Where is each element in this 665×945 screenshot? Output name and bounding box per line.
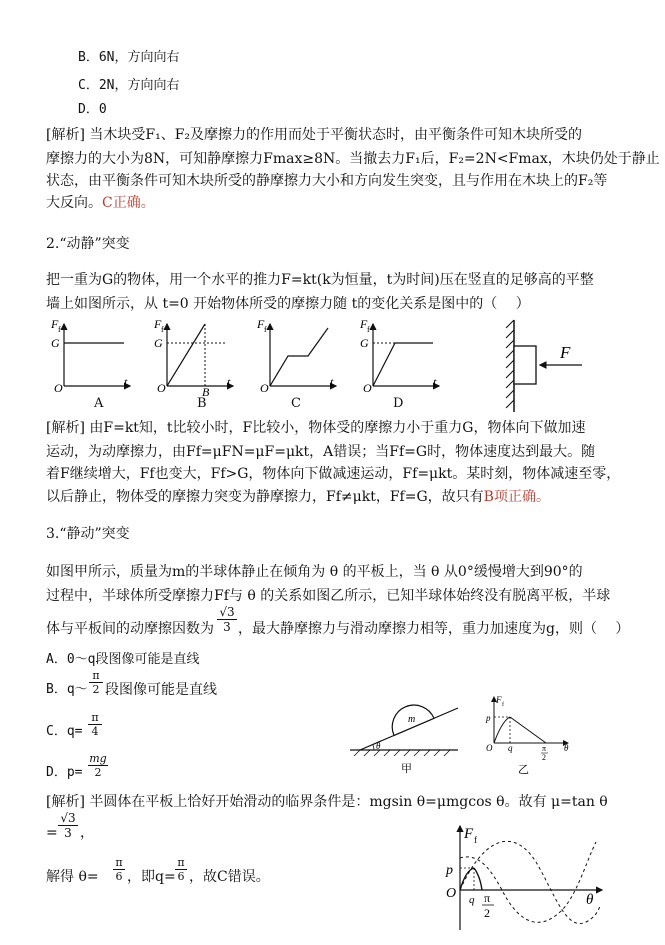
origin-a: O [54,381,63,395]
graph-b [153,317,233,399]
q-fraction [175,856,187,883]
svg-text:t: t [227,375,231,389]
yi-origin: O [486,743,493,753]
analysis1-line1: [解析] 当木块受F₁、F₂及摩擦力的作用而处于平衡状态时，由平衡条件可知木块所受的 [46,127,583,143]
q-frac-den: 6 [177,870,185,883]
svg-text:F: F [154,317,162,331]
analysis1-line2: 摩擦力的大小为8N，可知静摩擦力Fmax≥8N。当撤去力F₁后，F₂=2N<Fmax，木块仍处于静止 [46,151,660,167]
sine-p-label: p [446,863,453,878]
s3-option-d-pre: D．p= [46,765,83,780]
c-frac-num: π [88,711,102,725]
yi-pi-den: 2 [542,753,546,762]
section3-question-line2: 过程中，半球体所受摩擦力Ff与 θ 的关系如图乙所示，已知半球体始终没有脱离平板，半球 [46,588,611,604]
s3-analysis-line3-mid: ，即q= [127,869,176,885]
d-frac-num: mg [89,752,107,765]
s3-option-b-post: 段图像可能是直线 [105,682,217,698]
svg-text:O: O [363,381,372,395]
svg-text:f: f [367,325,370,334]
figure-jia [346,690,466,778]
svg-text:F: F [257,317,265,331]
s3-option-b-pre: B．q～ [46,682,88,697]
s3-option-a: A．0～q段图像可能是直线 [46,652,200,667]
theta-frac-den: 6 [115,870,123,883]
s3-option-b-frac [89,669,103,696]
b-frac-num: π [89,669,103,683]
sine-origin: O [446,886,457,901]
sine-pi-num: π [484,891,491,905]
svg-text:G: G [360,336,369,350]
yi-p-label: p [486,713,491,723]
section2-analysis-line4 [46,488,550,506]
sine-pi-den: 2 [484,906,490,920]
analysis1-last: 大反向。 [46,195,102,211]
graph-label-d: D [393,396,404,411]
option-d: D．0 [78,102,107,117]
caption-jia: 甲 [401,763,412,775]
c-frac-den: 4 [91,725,99,738]
analysis1-answer: C正确。 [102,195,155,211]
graph-label-a: A [94,396,104,411]
svg-text:t: t [330,375,334,389]
s3-option-c-frac [88,711,102,738]
section2-graphs [44,316,634,416]
svg-text:F: F [51,317,59,331]
figure-sine [436,822,608,935]
force-label: F [560,343,571,362]
yi-pi-num: π [542,744,547,753]
s3-analysis-line2-post: ， [80,825,94,841]
sine-q-label: q [469,894,475,906]
caption-yi: 乙 [518,764,529,776]
graph-a [50,317,130,395]
s3-frac-num: √3 [58,811,78,826]
svg-text:f: f [474,835,477,845]
yi-q-label: q [508,743,513,753]
s3-analysis-line2-pre: = [46,825,58,841]
g-label-a: G [51,336,60,350]
theta-frac-num: π [113,856,125,870]
svg-text:F: F [360,317,368,331]
svg-text:t: t [433,375,437,389]
s3-option-d-frac [88,752,108,779]
svg-text:f: f [502,702,504,708]
sine-x-label: θ [586,892,594,908]
svg-text:F: F [464,826,474,842]
q-frac-num: π [175,856,187,870]
svg-text:f: f [264,325,267,334]
theta-fraction [113,856,125,883]
graph-d [359,317,439,395]
angle-label: θ [376,741,381,751]
q-line-end: ，最大静摩擦力与滑动摩擦力相等，重力加速度为g，则（ ） [238,621,630,637]
b-frac-den: 2 [92,683,100,696]
s3-analysis-line3-pre: 解得 θ= [46,869,99,885]
option-c: C．2N，方向向右 [78,78,180,93]
svg-text:G: G [154,336,163,350]
section2-analysis-line1: [解析] 由F=kt知，t比较小时，F比较小，物体受的摩擦力小于重力G，物体向下做加速 [46,420,586,436]
q-line-start: 体与平板间的动摩擦因数为 [46,621,214,637]
graph-label-b: B [197,396,207,411]
d-frac-den: 2 [94,766,102,779]
s3-analysis-line1: [解析] 半圆体在平板上恰好开始滑动的临界条件是：mgsin θ=μmgcos θ。故有 μ=tan θ [46,794,608,810]
section3-heading: 3.“静动”突变 [46,526,130,542]
svg-text:f: f [161,325,164,334]
section2-question-line2: 墙上如图所示，从 t=0 开始物体所受的摩擦力随 t的变化关系是图中的（ ） [46,296,530,312]
svg-text:O: O [260,381,269,395]
mu-frac-den: 3 [223,620,231,634]
mu-frac-num: √3 [217,605,237,620]
section2-question-line1: 把一重为G的物体，用一个水平的推力F=kt(k为恒量，t为时间)压在竖直的足够高的平整 [46,272,594,288]
svg-text:O: O [157,381,166,395]
section3-question-line3 [46,620,214,638]
analysis1-line4 [46,194,155,212]
graph-label-c: C [291,396,301,411]
section2-heading: 2.“动静”突变 [46,236,130,252]
s3-option-c-pre: C．q= [46,724,83,739]
mass-label: m [408,714,416,725]
svg-text:F: F [496,695,502,705]
svg-text:t: t [124,375,128,389]
section3-question-line1: 如图甲所示，质量为m的半球体静止在倾角为 θ 的平板上，当 θ 从0°缓慢增大到90°的 [46,564,583,580]
s3-analysis-fraction [58,811,78,840]
wall-block-figure [506,320,582,412]
figure-yi [480,693,580,778]
svg-text:B: B [202,385,210,399]
graph-c [256,317,336,395]
section2-analysis-line3: 着F继续增大，Ff也变大，Ff>G，物体向下做减速运动，Ff=μkt。某时刻，物体减速至零， [46,466,621,482]
option-b: B．6N，方向向右 [78,50,180,65]
s3-analysis-line3-post: ，故C错误。 [189,869,270,885]
svg-text:f: f [58,325,61,334]
s3-frac-den: 3 [64,826,72,840]
analysis1-line3: 状态，由平衡条件可知木块所受的静摩擦力大小和方向发生突变，且与作用在木块上的F₂等 [46,173,608,189]
section2-analysis-last: 以后静止，物体受的摩擦力突变为静摩擦力，Ff≠μkt，Ff=G，故只有 [46,489,484,505]
section2-answer: B项正确。 [483,489,550,505]
section2-analysis-line2: 运动，为动摩擦力，由Ff=μFN=μF=μkt，A错误；当Ff=G时，物体速度达到最大。随 [46,444,596,460]
mu-fraction [217,605,237,634]
yi-x-label: θ [564,743,569,753]
